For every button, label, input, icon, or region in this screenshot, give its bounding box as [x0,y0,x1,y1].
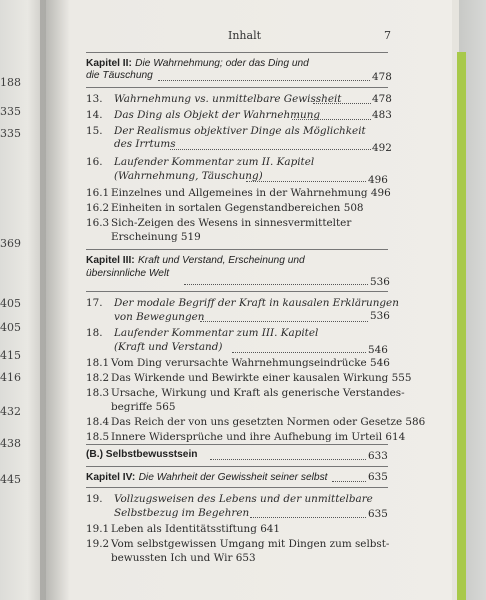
part-b-title: (B.) Selbstbewusstsein [86,449,198,460]
leader-dots [332,481,366,482]
chapter-3-title: Kraft und Verstand, Erscheinung und [138,255,305,266]
subsection-number: 16.1 [86,187,110,199]
section-title: Laufender Kommentar zum III. Kapitel [114,327,319,339]
left-page-number: 335 [0,105,21,118]
subsection-title: Vom selbstgewissen Umgang mit Dingen zum selbst- [111,538,390,550]
divider [86,487,388,488]
subsection-number: 18.4 [86,416,110,428]
divider [86,444,388,445]
chapter-3-page: 536 [370,276,390,288]
left-page-number: 438 [0,437,21,450]
left-page-number: 335 [0,127,21,140]
divider [86,52,388,53]
subsection-page: 555 [391,372,412,384]
subsection-page: 653 [235,552,256,564]
subsection-page: 546 [370,357,390,369]
section-title-cont: (Wahrnehmung, Täuschung) [114,170,263,182]
subsection-title [111,431,405,443]
leader-dots [313,103,371,104]
section-number: 16. [86,156,103,168]
subsection-title [111,202,364,214]
section-title-cont: des Irrtums [114,138,176,150]
subsection-title [111,523,280,535]
book-gutter-shadow [40,0,70,600]
section-number: 14. [86,109,103,121]
section-title: Der Realismus objektiver Dinge als Möglichkeit [114,125,366,137]
section-title-cont: Selbstbezug im Begehren [114,507,250,519]
chapter-3-title-cont: übersinnliche Welt [86,268,170,279]
section-page: 546 [368,344,388,356]
subsection-title: Ursache, Wirkung und Kraft als generische Verstandes- [111,387,405,399]
left-page-number: 188 [0,76,21,89]
running-header-title: Inhalt [228,29,262,42]
leader-dots [292,119,371,120]
section-page: 483 [372,109,392,121]
subsection-number: 18.3 [86,387,110,399]
subsection-number: 18.1 [86,357,110,369]
chapter-4-label: Kapitel IV: [86,472,136,483]
subsection-title-cont [111,552,256,564]
subsection-text: Einheiten in sortalen Gegenstandbereichen [111,202,341,214]
left-page-number: 432 [0,405,21,418]
leader-dots [210,459,366,460]
subsection-text: Einzelnes und Allgemeines in der Wahrnehmung [111,187,368,199]
left-page-number: 405 [0,321,21,334]
chapter-4-heading [86,471,328,484]
chapter-4-page: 635 [368,471,388,483]
subsection-text: Erscheinung [111,231,178,243]
subsection-title-cont [111,401,175,413]
leader-dots [232,352,366,353]
chapter-2-title-cont: die Täuschung [86,70,153,81]
section-page: 496 [368,174,388,186]
chapter-2-page: 478 [372,71,392,83]
section-number: 13. [86,93,103,105]
subsection-page: 641 [260,523,281,535]
subsection-number: 16.2 [86,202,110,214]
chapter-2-heading [86,57,309,70]
section-page: 635 [368,508,388,520]
subsection-page: 614 [385,431,406,443]
leader-dots [246,181,366,182]
section-title: Wahrnehmung vs. unmittelbare Gewissheit [114,93,342,105]
subsection-text: Das Wirkende und Bewirkte einer kausalen Wirkung [111,372,389,384]
chapter-4-title: Die Wahrheit der Gewissheit seiner selbst [138,472,328,483]
section-title: Der modale Begriff der Kraft in kausalen Erklärungen [114,297,399,309]
subsection-text: begriffe [111,401,153,413]
left-page-number: 415 [0,349,21,362]
leader-dots [170,149,371,150]
subsection-page: 496 [370,187,391,199]
chapter-2-title: Die Wahrnehmung; oder das Ding und [135,58,309,69]
green-bookmark-edge [457,52,466,600]
left-page-number: 445 [0,473,21,486]
divider [86,249,388,250]
subsection-title [111,416,425,428]
leader-dots [250,517,366,518]
left-page-number: 405 [0,297,21,310]
left-page-number: 416 [0,371,21,384]
section-title: Das Ding als Objekt der Wahrnehmung [114,109,321,121]
subsection-number: 19.1 [86,523,110,535]
chapter-3-heading [86,254,305,267]
section-number: 17. [86,297,103,309]
section-title: Laufender Kommentar zum II. Kapitel [114,156,315,168]
subsection-text: Leben als Identitätsstiftung [111,523,257,535]
subsection-page: 565 [155,401,176,413]
leader-dots [184,284,368,285]
subsection-title [111,372,411,384]
subsection-page: 519 [180,231,201,243]
subsection-title [111,357,390,369]
section-page: 492 [372,142,392,154]
subsection-number: 16.3 [86,217,110,229]
subsection-title-cont [111,231,201,243]
section-page: 536 [370,310,390,322]
subsection-number: 18.5 [86,431,110,443]
divider [86,291,388,292]
subsection-text: Vom Ding verursachte Wahrnehmungseindrücke [111,357,367,369]
section-page: 478 [372,93,392,105]
subsection-number: 18.2 [86,372,110,384]
divider [86,87,388,88]
part-b-page: 633 [368,450,388,462]
section-number: 15. [86,125,103,137]
running-header-page-number: 7 [384,29,391,42]
subsection-page: 508 [343,202,364,214]
section-title-cont: von Bewegungen [114,311,205,323]
subsection-text: bewussten Ich und Wir [111,552,233,564]
subsection-number: 19.2 [86,538,110,550]
section-title: Vollzugsweisen des Lebens und der unmittelbare [114,493,373,505]
subsection-title [111,187,391,199]
section-number: 18. [86,327,103,339]
leader-dots [158,80,370,81]
section-number: 19. [86,493,103,505]
leader-dots [200,321,368,322]
subsection-text: Das Reich der von uns gesetzten Normen oder Gesetze [111,416,403,428]
chapter-3-label: Kapitel III: [86,255,135,266]
left-page-number: 369 [0,237,21,250]
subsection-text: Innere Widersprüche und ihre Aufhebung im Urteil [111,431,383,443]
section-title-cont: (Kraft und Verstand) [114,341,223,353]
subsection-title: Sich-Zeigen des Wesens in sinnesvermittelter [111,217,352,229]
chapter-2-label: Kapitel II: [86,58,132,69]
divider [86,466,388,467]
subsection-page: 586 [405,416,426,428]
